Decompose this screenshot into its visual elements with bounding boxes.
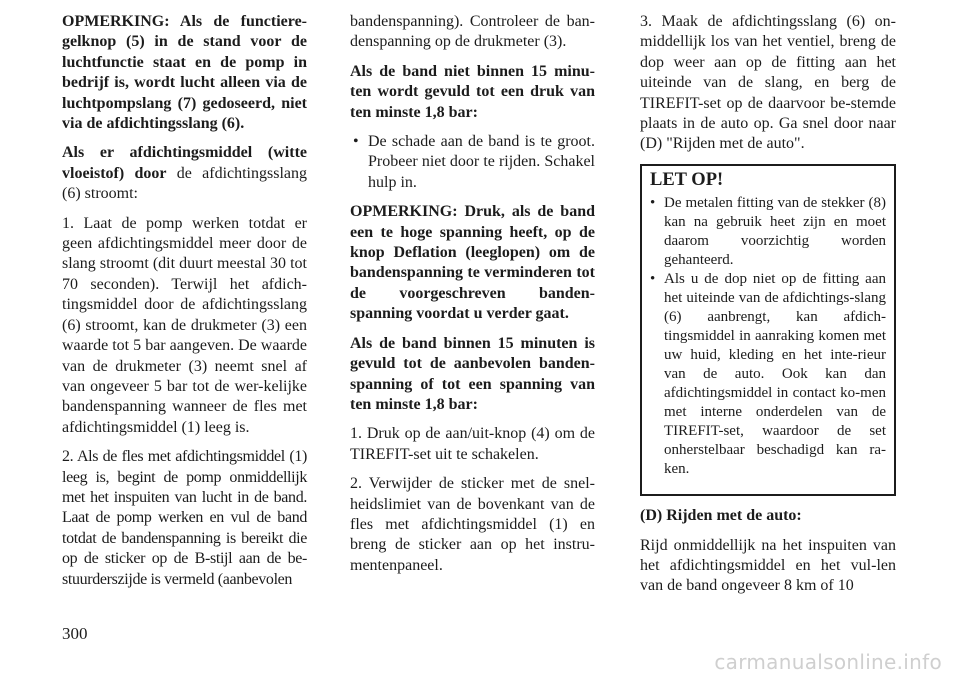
heading-not-inflated: Als de band niet binnen 15 minu-ten wordt gevuld tot een druk van ten minste 1,8 bar:: [350, 62, 595, 121]
list-item: • De schade aan de band is te groot. Probeer niet door te rijden. Schakel hulp in.: [350, 132, 595, 193]
step-1-switch-off: 1. Druk op de aan/uit-knop (4) om de TIREFIT-set uit te schakelen.: [350, 425, 595, 463]
sealant-flow-bold: Als er afdichtingsmiddel (witte vloeistof) door: [62, 144, 307, 182]
caution-list: [650, 194, 886, 479]
step-2-speed-sticker: 2. Verwijder de sticker met de snel-heidslimiet van de bovenkant van de fles met afdichtingsmiddel (1) en breng de sticker aan op het instru-mentenpaneel.: [350, 475, 595, 574]
note-pump-air-mode: OPMERKING: Als de functiere-gelknop (5) in de stand voor de luchtfunctie staat en de pomp in bedrijf is, wordt lucht alleen via de luchtpompslang (7) gedoseerd, niet via de afdichtingsslang (6).: [62, 13, 307, 133]
note-deflation-button: OPMERKING: Druk, als de band een te hoge spanning heeft, op de knop Deflation (leeglopen) om de bandenspanning te verminderen tot de voorgeschreven banden-spanning voordat u verder gaat.: [350, 203, 595, 323]
tire-pressure-check: bandenspanning). Controleer de ban-denspanning op de drukmeter (3).: [350, 13, 595, 51]
not-inflated-list: [350, 132, 595, 193]
column-left: [62, 12, 307, 599]
drive-instructions: Rijd onmiddellijk na het inspuiten van het afdichtingsmiddel en het vul-len van de band ongeveer 8 km of 10: [640, 536, 896, 595]
caution-box: [640, 164, 896, 496]
section-heading-drive: (D) Rijden met de auto:: [640, 507, 802, 525]
sealant-flow-heading: [62, 143, 307, 204]
column-middle: [350, 12, 595, 585]
step-3-disconnect-hose: 3. Maak de afdichtingsslang (6) on-middellijk los van het ventiel, breng de dop weer aan op de fitting aan het uiteinde van de slang, en berg de TIREFIT-set op de daarvoor be-stemde plaats in de auto op. Ga snel door naar (D) "Rijden met de auto".: [640, 13, 896, 153]
step-1-run-pump: 1. Laat de pomp werken totdat er geen afdichtingsmiddel meer door de slang stroomt (dit duurt meestal 30 tot 70 seconden). Terwijl het afdich-tingsmiddel door de afdichtingsslang (6) stroomt, kan de drukmeter (3) een waarde tot 5 bar aangeven. De waarde van de drukmeter (3) neemt snel af van ongeveer 5 bar tot de wer-kelijke bandenspanning wanneer de fles met afdichtingsmiddel (1) leeg is.: [62, 214, 307, 436]
list-item: • Als u de dop niet op de fitting aan het uiteinde van de afdichtings-slang (6) aanbrengt, kan afdich-tingsmiddel in aanraking komen met uw huid, kleding en het inte-rieur van de auto. Ook kan dan afdichtingsmiddel in contact ko-men met interne onderdelen van de TIREFIT-set, waardoor de set onherstelbaar beschadigd kan ra-ken.: [650, 270, 886, 479]
list-item: • De metalen fitting van de stekker (8) kan na gebruik heet zijn en moet daarom voorzichtig worden gehanteerd.: [650, 194, 886, 270]
page-number: 300: [62, 624, 88, 643]
step-2-inflate-tire: 2. Als de fles met afdichtingsmiddel (1) leeg is, begint de pomp onmiddellijk met het inspuiten van lucht in de band. Laat de pomp werken en vul de band totdat de bandenspanning is bereikt die op de sticker op de B-stijl aan de be-stuurderszijde is vermeld (aanbevolen: [62, 448, 307, 588]
column-right: [640, 12, 896, 606]
caution-title: LET OP!: [650, 169, 724, 190]
heading-inflated: Als de band binnen 15 minuten is gevuld tot de aanbevolen banden-spanning of tot een spanning van ten minste 1,8 bar:: [350, 334, 595, 413]
sealant-flow-rest: de afdichtingsslang (6) stroomt:: [62, 164, 308, 203]
watermark: carmanualsonline.info: [714, 650, 942, 674]
